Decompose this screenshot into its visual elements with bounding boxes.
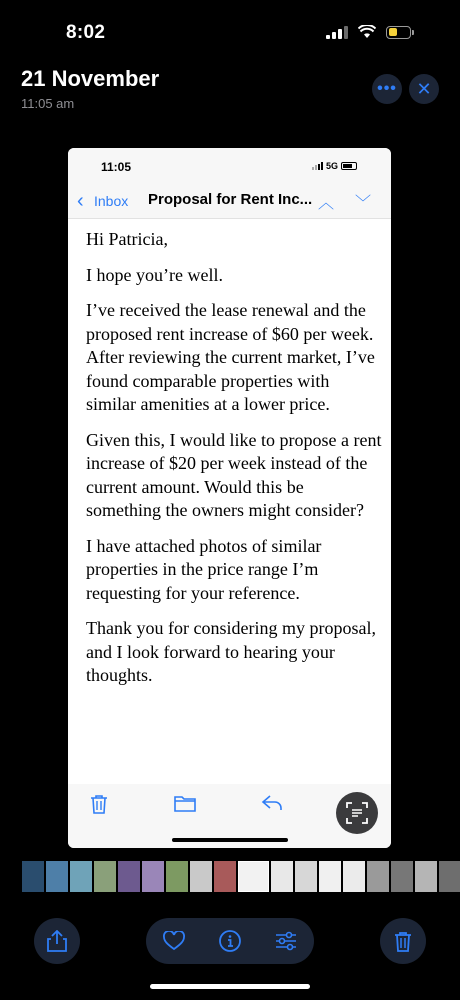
page-title: 21 November — [21, 66, 160, 91]
trash-icon — [394, 931, 412, 952]
heart-icon[interactable] — [163, 931, 185, 951]
email-paragraph: Hi Patricia, — [86, 229, 168, 249]
email-paragraph: I have attached photos of similar properties in the price range I’m requesting for your reference. — [86, 535, 322, 603]
thumbnail[interactable] — [367, 861, 389, 892]
thumbnail[interactable] — [319, 861, 341, 892]
chevron-down-icon: ﹀ — [355, 195, 372, 212]
inbox-back-link: Inbox — [94, 193, 129, 209]
more-icon: ••• — [377, 80, 397, 97]
mail-nav-bar — [68, 186, 391, 219]
thumbnail[interactable] — [343, 861, 365, 892]
thumbnail[interactable] — [70, 861, 92, 892]
thumbnail[interactable] — [46, 861, 68, 892]
inner-home-indicator — [172, 838, 288, 842]
chevron-up-icon: ︿ — [318, 195, 335, 212]
scan-text-icon — [346, 802, 368, 824]
share-icon — [47, 930, 67, 952]
thumbnail[interactable] — [271, 861, 293, 892]
inner-signal-icon — [312, 162, 323, 170]
email-paragraph: I’ve received the lease renewal and the proposed rent increase of $60 per week. After reviewing the current market, I’ve found comparable properties with similar amenities at a lower price. — [86, 300, 375, 414]
inner-status-bar — [68, 148, 391, 186]
thumbnail[interactable] — [94, 861, 116, 892]
more-button[interactable] — [372, 74, 402, 104]
email-paragraph: Thank you for considering my proposal, and I look forward to hearing your thoughts. — [86, 618, 376, 685]
thumbnail[interactable] — [118, 861, 140, 892]
email-paragraph: Given this, I would like to propose a rent increase of $20 per week instead of the current amount. Would this be something the owners might consider? — [86, 429, 382, 520]
status-time: 8:02 — [66, 22, 106, 43]
wifi-icon — [358, 25, 376, 39]
chevron-left-icon: ‹ — [77, 190, 84, 212]
thumbnail[interactable] — [295, 861, 317, 892]
photo-actions-group — [146, 918, 314, 964]
inner-battery-icon — [341, 162, 357, 170]
thumbnail[interactable] — [214, 861, 236, 892]
thumbnail[interactable] — [22, 861, 44, 892]
photo-time: 11:05 am — [21, 96, 75, 111]
inner-status-icons — [312, 161, 357, 171]
status-icons — [326, 25, 411, 39]
adjust-icon[interactable] — [275, 931, 297, 951]
thumbnail[interactable] — [391, 861, 413, 892]
home-indicator — [150, 984, 310, 989]
thumbnail[interactable] — [439, 861, 460, 892]
inner-network-label: 5G — [326, 161, 339, 171]
email-paragraph: I hope you’re well. — [86, 264, 223, 285]
thumbnail[interactable] — [142, 861, 164, 892]
info-icon[interactable] — [219, 930, 241, 952]
close-button[interactable] — [409, 74, 439, 104]
live-text-button[interactable] — [336, 792, 378, 834]
email-body — [86, 228, 382, 700]
thumbnail[interactable] — [166, 861, 188, 892]
photo-viewer-image[interactable] — [68, 148, 391, 848]
trash-icon — [90, 794, 108, 814]
delete-button[interactable] — [380, 918, 426, 964]
email-subject: Proposal for Rent Inc... — [148, 191, 313, 208]
signal-icon — [326, 26, 348, 39]
folder-icon — [174, 794, 196, 812]
thumbnail[interactable] — [190, 861, 212, 892]
battery-icon — [386, 26, 411, 39]
inner-status-time: 11:05 — [101, 160, 132, 174]
thumbnail[interactable] — [415, 861, 437, 892]
share-button[interactable] — [34, 918, 80, 964]
thumbnail-strip[interactable] — [22, 861, 460, 892]
close-icon: ✕ — [416, 78, 432, 99]
reply-icon — [261, 794, 283, 812]
thumbnail-selected[interactable] — [238, 861, 269, 892]
